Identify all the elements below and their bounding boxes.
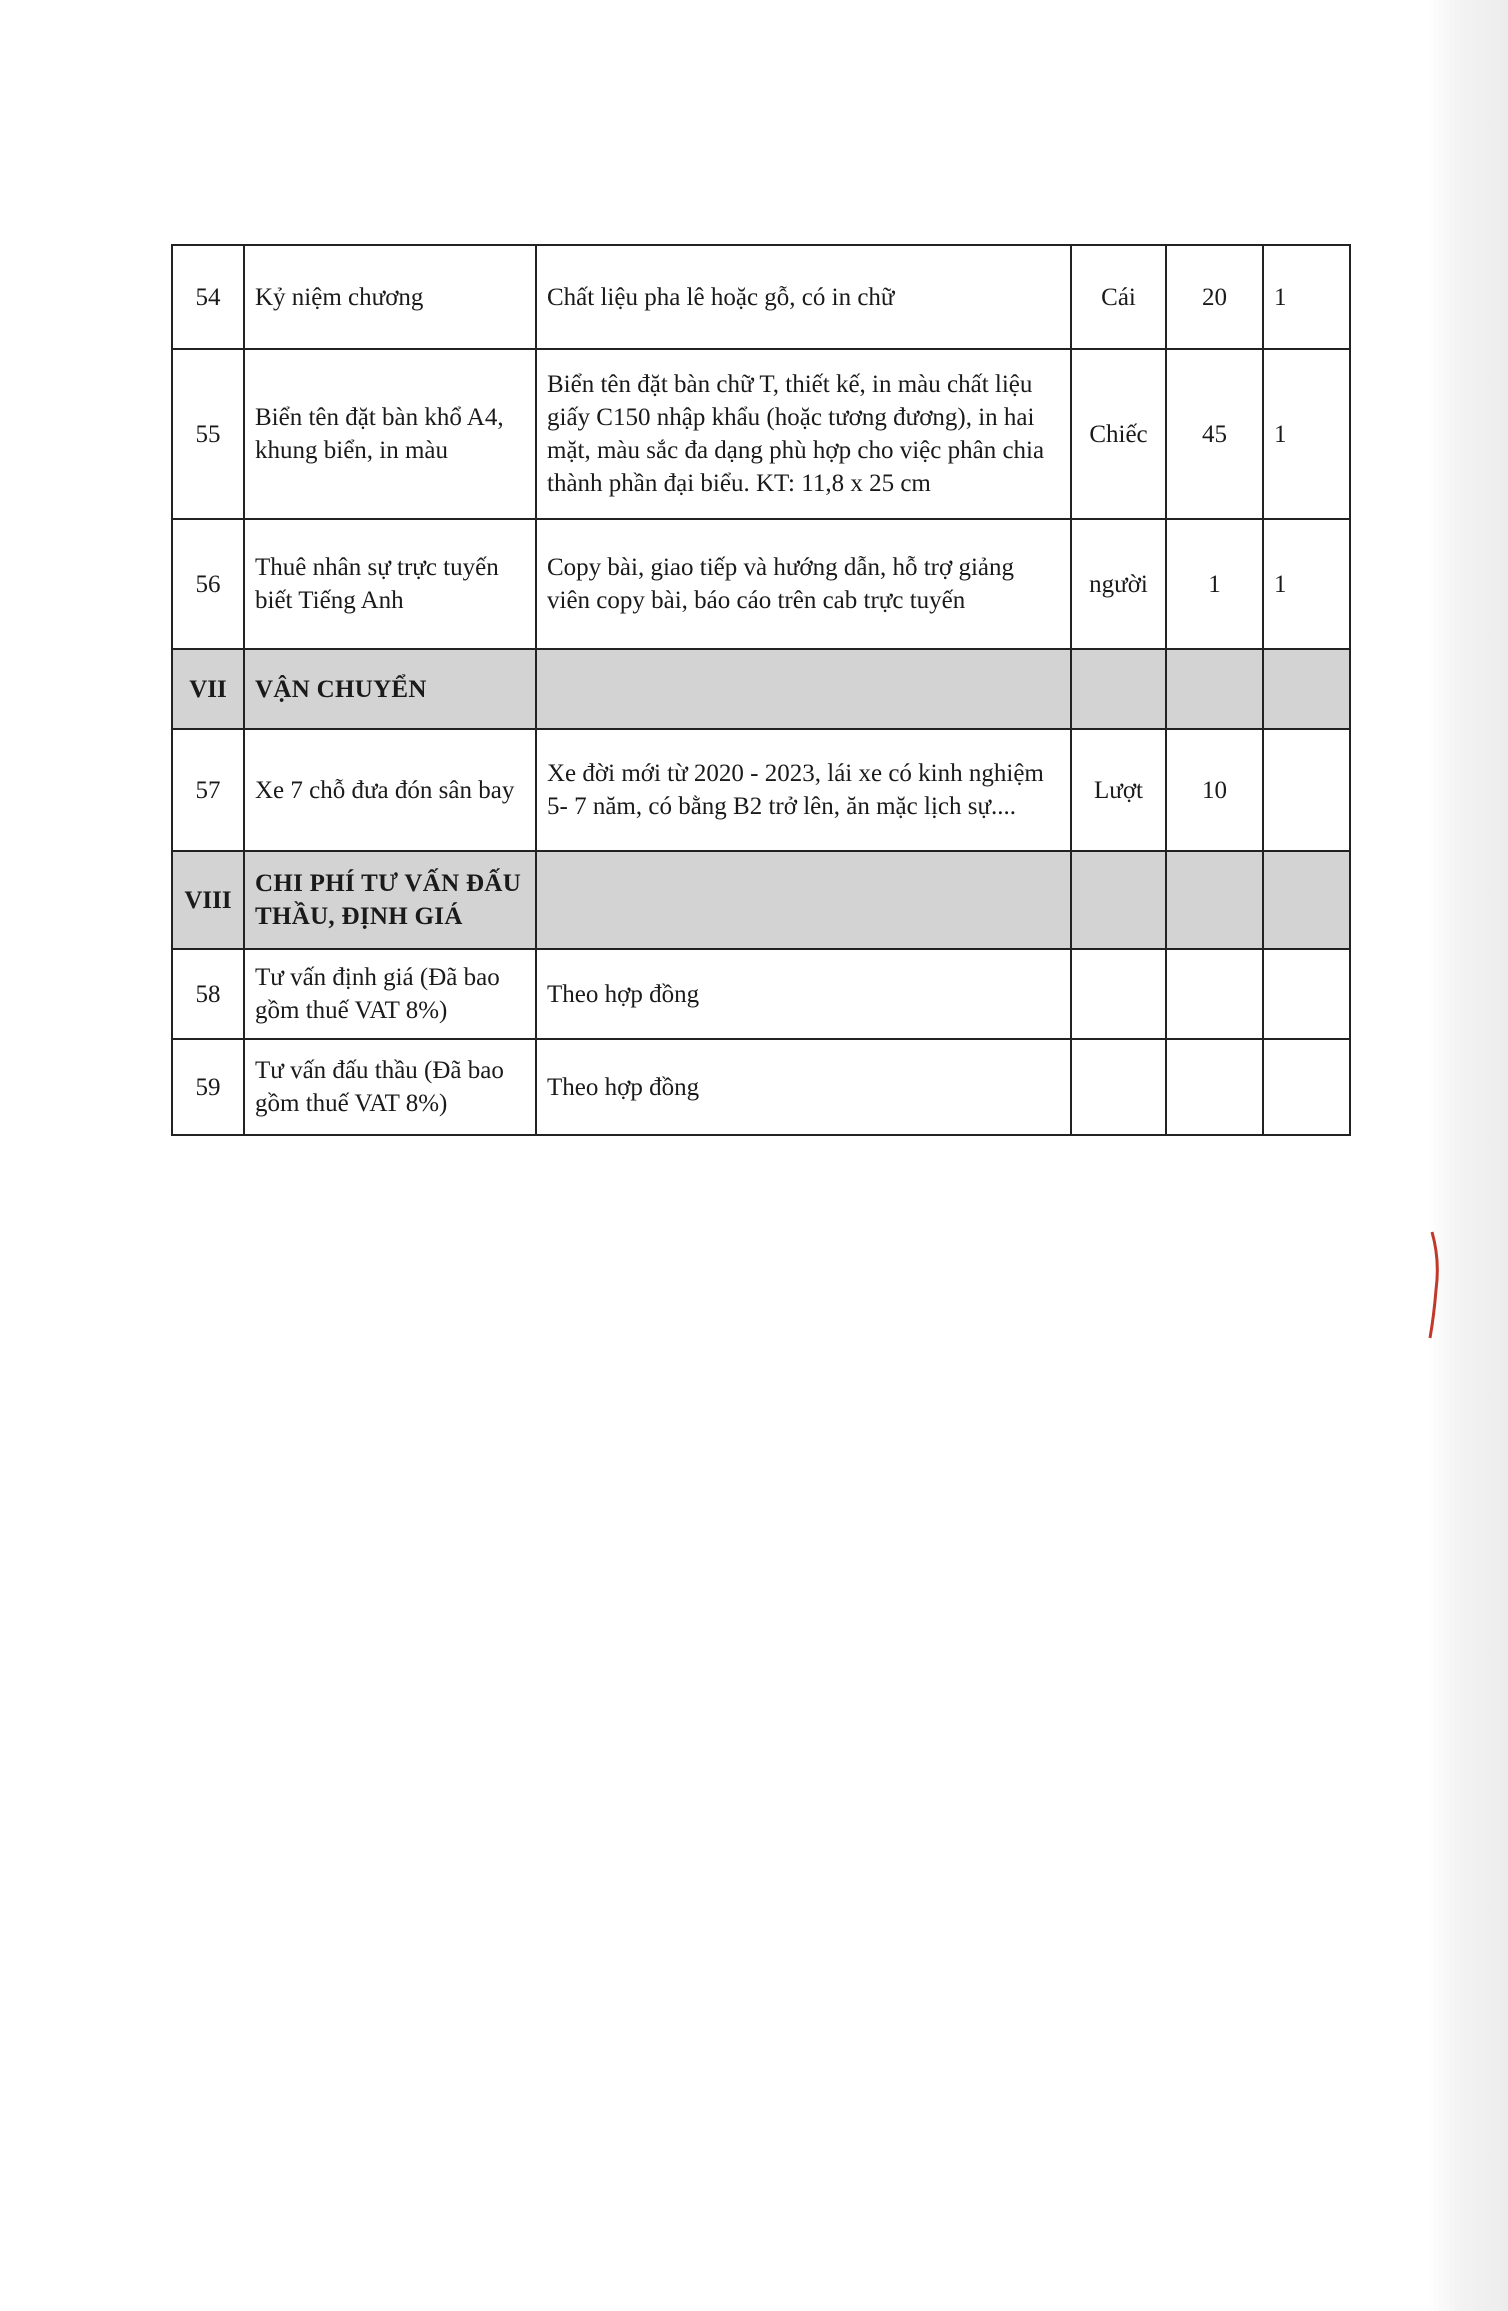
table-row [172, 245, 1350, 349]
table-row [172, 729, 1350, 851]
item-unit: Chiếc [1071, 349, 1166, 519]
row-number: 54 [172, 245, 244, 349]
item-unit [1071, 1039, 1166, 1135]
item-unit: người [1071, 519, 1166, 649]
section-title: CHI PHÍ TƯ VẤN ĐẤU THẦU, ĐỊNH GIÁ [244, 851, 536, 949]
item-name: Tư vấn đấu thầu (Đã bao gồm thuế VAT 8%) [244, 1039, 536, 1135]
item-name: Kỷ niệm chương [244, 245, 536, 349]
item-qty [1166, 1039, 1263, 1135]
item-spec: Chất liệu pha lê hoặc gỗ, có in chữ [536, 245, 1071, 349]
item-qty: 10 [1166, 729, 1263, 851]
row-number: 56 [172, 519, 244, 649]
section-number: VII [172, 649, 244, 729]
row-number: 59 [172, 1039, 244, 1135]
section-title: VẬN CHUYỂN [244, 649, 536, 729]
item-spec: Biển tên đặt bàn chữ T, thiết kế, in màu chất liệu giấy C150 nhập khẩu (hoặc tương đương), in hai mặt, màu sắc đa dạng phù hợp cho việc phân chia thành phần đại biểu. KT: 11,8 x 25 cm [536, 349, 1071, 519]
section-number: VIII [172, 851, 244, 949]
table-row [172, 349, 1350, 519]
row-number: 55 [172, 349, 244, 519]
row-number: 57 [172, 729, 244, 851]
table-row [172, 949, 1350, 1039]
page-edge-shadow [1428, 0, 1508, 2311]
item-qty: 20 [1166, 245, 1263, 349]
item-spec: Theo hợp đồng [536, 949, 1071, 1039]
procurement-table [171, 244, 1351, 1136]
item-qty [1166, 949, 1263, 1039]
item-unit [1071, 949, 1166, 1039]
item-qty: 1 [1166, 519, 1263, 649]
item-qty: 45 [1166, 349, 1263, 519]
item-extra [1263, 949, 1350, 1039]
section-row-viii [172, 851, 1350, 949]
item-spec: Theo hợp đồng [536, 1039, 1071, 1135]
item-extra: 1 [1263, 349, 1350, 519]
item-extra: 1 [1263, 519, 1350, 649]
item-extra: 1 [1263, 245, 1350, 349]
item-name: Tư vấn định giá (Đã bao gồm thuế VAT 8%) [244, 949, 536, 1039]
row-number: 58 [172, 949, 244, 1039]
item-spec: Copy bài, giao tiếp và hướng dẫn, hỗ trợ giảng viên copy bài, báo cáo trên cab trực tuyến [536, 519, 1071, 649]
table-row [172, 519, 1350, 649]
item-unit: Lượt [1071, 729, 1166, 851]
table-row [172, 1039, 1350, 1135]
item-name: Biển tên đặt bàn khổ A4, khung biển, in màu [244, 349, 536, 519]
item-name: Xe 7 chỗ đưa đón sân bay [244, 729, 536, 851]
item-extra [1263, 729, 1350, 851]
section-row-vii [172, 649, 1350, 729]
item-extra [1263, 1039, 1350, 1135]
item-name: Thuê nhân sự trực tuyến biết Tiếng Anh [244, 519, 536, 649]
red-stamp-edge [1428, 1230, 1442, 1340]
item-spec: Xe đời mới từ 2020 - 2023, lái xe có kinh nghiệm 5- 7 năm, có bằng B2 trở lên, ăn mặc lịch sự.... [536, 729, 1071, 851]
item-unit: Cái [1071, 245, 1166, 349]
